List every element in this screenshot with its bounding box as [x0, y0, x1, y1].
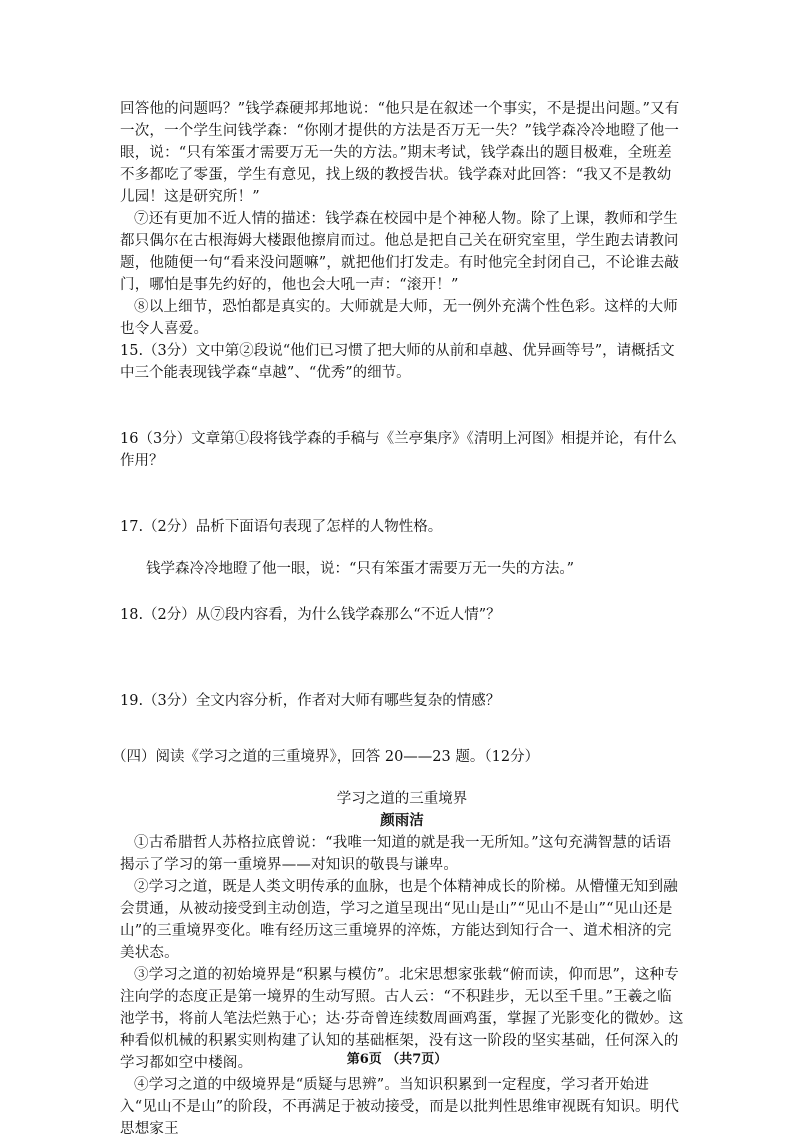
question-17: 17.（2分）品析下面语句表现了怎样的人物性格。: [120, 519, 443, 535]
section-4-heading: （四）阅读《学习之道的三重境界》，回答 20——23 题。（12分）: [112, 749, 540, 765]
page-footer: 第6页 （共7页）: [346, 1052, 448, 1067]
spacer: [120, 768, 684, 788]
article-paragraph: ①古希腊哲人苏格拉底曾说：“我唯一知道的就是我一无所知。”这句充满智慧的话语揭示了学习的第一重境界——对知识的敬畏与谦卑。: [120, 835, 672, 873]
article-paragraph: ③学习之道的初始境界是“积累与模仿”。北宋思想家张载“俯而读，仰而思”，这种专注向学的态度正是第一境界的生动写照。古人云：“不积跬步，无以至千里。”王羲之临池学书，将前人笔法烂熟于心；达·芬奇曾连续数周画鸡蛋，掌握了光影变化的微妙。这种看似机械的积累实则构建了认知的基础框架，没有这一阶段的坚实基础，任何深入的学习都如空中楼阁。: [120, 967, 684, 1071]
question-15: 15.（3分）文中第②段说“他们已习惯了把大师的从前和卓越、优异画等号”，请概括文中三个能表现钱学森“卓越”、“优秀”的细节。: [120, 343, 675, 381]
article-title: 学习之道的三重境界: [336, 791, 468, 807]
article-author: 颜雨洁: [380, 812, 424, 829]
passage-paragraph: 回答他的问题吗？”钱学森硬邦邦地说：“他只是在叙述一个事实，不是提出问题。”又有一次，一个学生问钱学森：“你刚才提供的方法是否万无一失？”钱学森冷冷地瞪了他一眼，说：“只有笨蛋才需要万无一失的方法。”期末考试，钱学森出的题目极难，全班差不多都吃了零蛋，学生有意见，找上级的教授告状。钱学森对此回答：“我又不是教幼儿园！这是研究所！”: [120, 101, 680, 205]
article-paragraph: ④学习之道的中级境界是“质疑与思辨”。当知识积累到一定程度，学习者开始进入“见山不是山”的阶段，不再满足于被动接受，而是以批判性思维审视既有知识。明代思想家王: [120, 1077, 680, 1137]
answer-space: [120, 384, 684, 428]
answer-space: [120, 538, 684, 558]
article-paragraph: ②学习之道，既是人类文明传承的血脉，也是个体精神成长的阶梯。从懵懂无知到融会贯通，从被动接受到主动创造，学习之道呈现出“见山是山”“见山不是山”“见山还是山”的三重境界变化。唯有经历这三重境界的淬炼，方能达到知行合一、道术相济的完美状态。: [120, 879, 678, 961]
question-18: 18.（2分）从⑦段内容看，为什么钱学森那么“不近人情”？: [120, 607, 501, 623]
question-19: 19.（3分）全文内容分析，作者对大师有哪些复杂的情感？: [120, 693, 501, 709]
question-17-quote: 钱学森冷冷地瞪了他一眼，说：“只有笨蛋才需要万无一失的方法。”: [146, 561, 575, 577]
answer-space: [120, 712, 684, 746]
answer-space: [120, 472, 684, 516]
passage-paragraph: ⑧以上细节，恐怕都是真实的。大师就是大师，无一例外充满个性色彩。这样的大师也令人喜爱。: [120, 299, 678, 337]
passage-paragraph: ⑦还有更加不近人情的描述：钱学森在校园中是个神秘人物。除了上课，教师和学生都只偶尔在古根海姆大楼跟他擦肩而过。他总是把自己关在研究室里，学生跑去请教问题，他随便一句“看来没问题嘛”，就把他们打发走。有时他完全封闭自己，不论谁去敲门，哪怕是事先约好的，他也会大吼一声：“滚开！”: [120, 211, 680, 293]
question-16: 16（3分）文章第①段将钱学森的手稿与《兰亭集序》《清明上河图》相提并论，有什么作用？: [120, 431, 677, 469]
answer-space: [120, 626, 684, 690]
answer-space: [120, 580, 684, 604]
